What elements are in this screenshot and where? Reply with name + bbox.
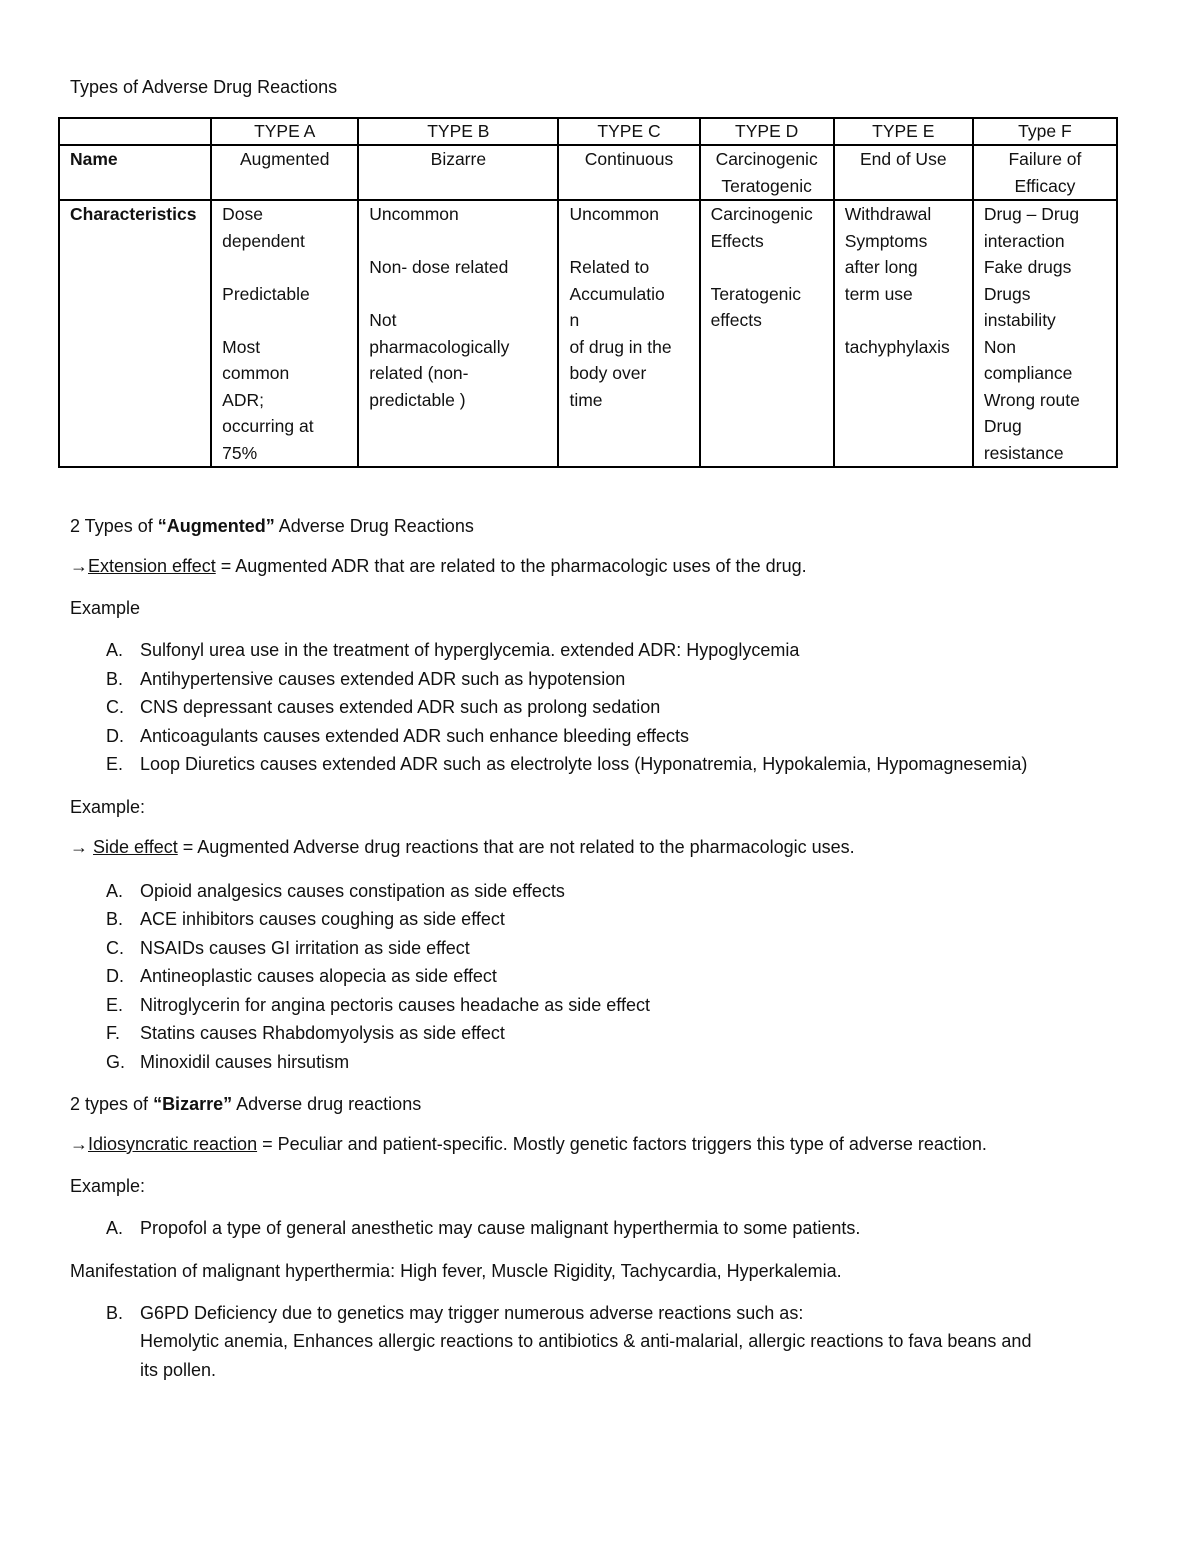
cell-text-line: ADR;: [222, 389, 264, 410]
bizarre-example-b: [70, 1299, 1130, 1385]
table-corner-cell: [59, 118, 211, 145]
cell-text-line: [845, 307, 962, 334]
list-item-text: Anticoagulants causes extended ADR such enhance bleeding effects: [140, 725, 690, 746]
list-marker: F.: [106, 1023, 121, 1043]
list-item: [70, 636, 1130, 665]
list-marker: C.: [106, 937, 124, 958]
cell-text-line: resistance: [983, 442, 1064, 463]
cell-text-line: interaction: [983, 230, 1065, 251]
cell-text-line: Drug – Drug: [983, 204, 1080, 224]
cell-text-line: Non: [983, 336, 1016, 357]
augmented-heading: [70, 514, 1130, 538]
side-effect-term: Side effect: [93, 836, 178, 857]
heading-text: 2 types of: [70, 1094, 154, 1114]
bizarre-heading: [70, 1092, 1130, 1116]
cell-text-line: body over: [569, 363, 647, 383]
list-marker: B.: [106, 909, 124, 929]
cell-text-line: pharmacologically: [369, 336, 510, 357]
cell-text-line: compliance: [983, 363, 1073, 383]
cell-text-line: predictable ): [369, 389, 466, 410]
list-item-text: Propofol a type of general anesthetic may cause malignant hyperthermia to some patients.: [140, 1218, 861, 1238]
heading-text: Adverse Drug Reactions: [274, 516, 474, 536]
adr-types-table: [58, 117, 1118, 468]
cell-text-line: tachyphylaxis: [844, 336, 950, 357]
cell-text-line: Symptoms: [844, 230, 928, 251]
arrow-icon: →: [70, 556, 88, 576]
side-effect-examples-list: [70, 877, 1130, 1077]
type-header-cell: TYPE A: [211, 118, 358, 145]
cell-text-line: Accumulatio: [569, 283, 665, 304]
list-item-text: Opioid analgesics causes constipation as side effects: [140, 880, 565, 901]
list-item-text: Minoxidil causes hirsutism: [140, 1051, 350, 1072]
manifestation-text: Manifestation of malignant hyperthermia: High fever, Muscle Rigidity, Tachycardia, Hyperkalemia.: [70, 1260, 842, 1281]
list-marker: A.: [106, 640, 124, 660]
list-marker: C.: [106, 697, 124, 717]
characteristics-cell: [973, 200, 1117, 467]
heading-text: 2 Types of: [70, 516, 158, 536]
definition-text: = Augmented Adverse drug reactions that are not related to the pharmacologic uses.: [177, 836, 855, 857]
cell-text-line: occurring at: [222, 416, 314, 436]
cell-text-line: [222, 254, 347, 281]
characteristics-cell: [834, 200, 973, 467]
cell-text-line: Uncommon: [569, 204, 659, 224]
cell-text-line: Predictable: [222, 283, 310, 304]
cell-text-line: Fake drugs: [983, 257, 1072, 277]
list-item-text: Antineoplastic causes alopecia as side effect: [140, 966, 497, 986]
example-label: Example:: [70, 796, 146, 817]
cell-text-line: Uncommon: [369, 204, 459, 224]
cell-text-line: Related to: [569, 257, 650, 277]
list-item-text: CNS depressant causes extended ADR such as prolong sedation: [140, 697, 661, 717]
document-page: [70, 70, 1130, 1400]
cell-text-line: 75%: [222, 442, 258, 463]
name-cell: [700, 145, 834, 200]
cell-text-line: [222, 307, 347, 334]
cell-text-line: [369, 281, 547, 308]
cell-text-line: of drug in the: [569, 336, 672, 357]
cell-text-line: n: [569, 310, 580, 330]
cell-text-line: time: [569, 389, 603, 410]
characteristics-cell: [358, 200, 558, 467]
list-item-text: Hemolytic anemia, Enhances allergic reactions to antibiotics & anti-malarial, allergic reactions to fava beans and: [140, 1331, 1032, 1351]
list-marker: A.: [106, 880, 124, 901]
bizarre-example-a: [70, 1214, 1130, 1243]
cell-text-line: Most: [222, 336, 261, 357]
cell-text-line: Drugs: [983, 283, 1031, 304]
heading-bold-text: “Augmented”: [157, 516, 275, 536]
cell-text-line: Augmented: [239, 149, 330, 169]
list-item-text: Sulfonyl urea use in the treatment of hyperglycemia. extended ADR: Hypoglycemia: [140, 640, 800, 660]
cell-text-line: Bizarre: [430, 149, 487, 169]
idiosyncratic-definition: [70, 1132, 1130, 1156]
list-item: [70, 722, 1130, 751]
list-item-text: ACE inhibitors causes coughing as side effect: [140, 909, 505, 929]
list-marker: D.: [106, 725, 124, 746]
list-item: [70, 693, 1130, 722]
cell-text-line: related (non-: [369, 363, 469, 383]
list-item: [70, 665, 1130, 694]
table-name-row: [59, 145, 1117, 200]
table-header-row: [59, 118, 1117, 145]
cell-text-line: Withdrawal: [844, 204, 932, 224]
list-item-text: Loop Diuretics causes extended ADR such as electrolyte loss (Hyponatremia, Hypokalemia, Hypomagnesemia): [140, 754, 1028, 774]
list-marker: D.: [106, 966, 124, 986]
cell-text-line: Efficacy: [1014, 175, 1076, 196]
cell-text-line: effects: [710, 310, 762, 330]
cell-text-line: Failure of: [1008, 149, 1082, 169]
definition-text: = Augmented ADR that are related to the pharmacologic uses of the drug.: [215, 556, 807, 576]
list-item: [70, 934, 1130, 963]
list-item: [70, 1299, 1130, 1385]
cell-text-line: End of Use: [859, 149, 947, 169]
type-header-cell: TYPE E: [834, 118, 973, 145]
extension-examples-list: [70, 636, 1130, 779]
extension-effect-term: Extension effect: [88, 556, 216, 576]
list-item-text: Antihypertensive causes extended ADR such as hypotension: [140, 668, 626, 689]
cell-text-line: common: [222, 363, 290, 383]
cell-text-line: Drug: [983, 416, 1022, 436]
list-marker: E.: [106, 754, 124, 774]
name-cell: [973, 145, 1117, 200]
side-effect-definition: [70, 835, 1130, 859]
type-header-cell: Type F: [973, 118, 1117, 145]
cell-text-line: [711, 254, 823, 281]
cell-text-line: dependent: [222, 230, 305, 251]
list-item-text: Nitroglycerin for angina pectoris causes headache as side effect: [140, 994, 650, 1015]
type-header-cell: TYPE B: [358, 118, 558, 145]
name-cell: [834, 145, 973, 200]
list-item: [70, 905, 1130, 934]
list-item-text: NSAIDs causes GI irritation as side effect: [140, 937, 470, 958]
list-item-text: Statins causes Rhabdomyolysis as side effect: [140, 1023, 505, 1043]
list-item-text: G6PD Deficiency due to genetics may trigger numerous adverse reactions such as:: [140, 1302, 804, 1323]
characteristics-cell: [211, 200, 358, 467]
cell-text-line: [569, 228, 688, 255]
definition-text: = Peculiar and patient-specific. Mostly genetic factors triggers this type of adverse reaction.: [257, 1134, 987, 1154]
name-cell: [211, 145, 358, 200]
list-item-text: its pollen.: [140, 1359, 217, 1380]
cell-text-line: Non- dose related: [369, 257, 509, 277]
cell-text-line: [369, 228, 547, 255]
list-item: [70, 1214, 1130, 1243]
cell-text-line: Teratogenic: [721, 175, 812, 196]
document-title: Types of Adverse Drug Reactions: [70, 77, 338, 97]
list-item: [70, 750, 1130, 779]
list-marker: E.: [106, 994, 124, 1015]
list-marker: B.: [106, 668, 124, 689]
list-marker: B.: [106, 1302, 124, 1323]
cell-text-line: Teratogenic: [710, 283, 802, 304]
heading-bold-text: “Bizarre”: [153, 1094, 233, 1114]
list-item: [70, 962, 1130, 991]
arrow-icon: →: [70, 836, 94, 857]
cell-text-line: Continuous: [584, 149, 674, 169]
type-header-cell: TYPE C: [558, 118, 699, 145]
cell-text-line: instability: [983, 310, 1056, 330]
cell-text-line: Carcinogenic: [715, 149, 818, 169]
table-characteristics-row: [59, 200, 1117, 467]
name-cell: [558, 145, 699, 200]
row-label-characteristics: Characteristics: [59, 200, 211, 467]
cell-text-line: Wrong route: [983, 389, 1080, 410]
characteristics-cell: [700, 200, 834, 467]
cell-text-line: Not: [369, 310, 397, 330]
heading-text: Adverse drug reactions: [232, 1094, 422, 1114]
cell-text-line: Dose: [222, 204, 263, 224]
list-item: [70, 1048, 1130, 1077]
list-item: [70, 1019, 1130, 1048]
row-label-name: Name: [59, 145, 211, 200]
example-label: Example:: [70, 1176, 146, 1196]
list-marker: G.: [106, 1051, 126, 1072]
characteristics-cell: [558, 200, 699, 467]
type-header-cell: TYPE D: [700, 118, 834, 145]
list-item: [70, 991, 1130, 1020]
cell-text-line: Carcinogenic: [710, 204, 813, 224]
cell-text-line: term use: [844, 283, 913, 304]
list-marker: A.: [106, 1218, 124, 1238]
cell-text-line: after long: [844, 257, 918, 277]
name-cell: [358, 145, 558, 200]
idiosyncratic-term: Idiosyncratic reaction: [88, 1134, 258, 1154]
example-label: Example: [70, 598, 141, 618]
list-item: [70, 877, 1130, 906]
cell-text-line: Effects: [710, 230, 764, 251]
arrow-icon: →: [70, 1134, 88, 1154]
extension-effect-definition: [70, 554, 1130, 578]
